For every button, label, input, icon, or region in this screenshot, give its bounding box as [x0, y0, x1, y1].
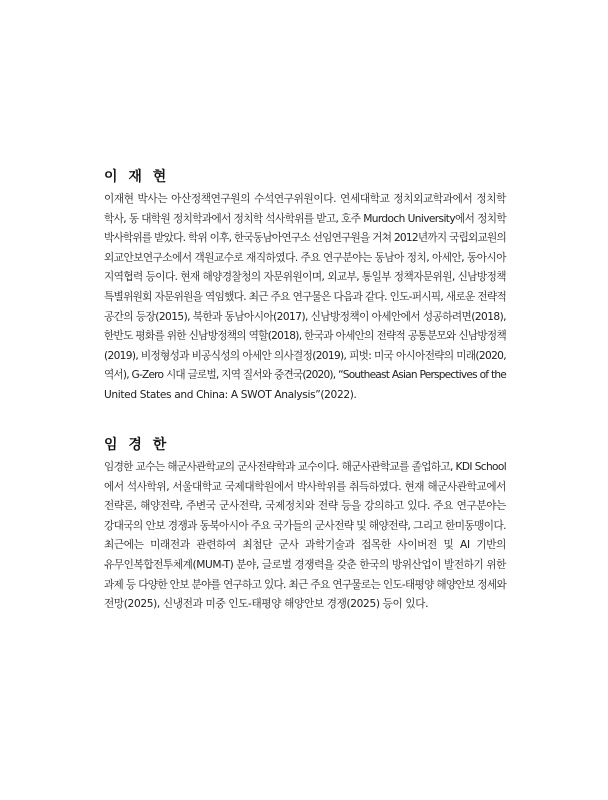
bio-line: (2019), 비정형성과 비공식성의 아세안 의사결정(2019), 피벗: 미국 아시아전략의 미래(2020,: [104, 349, 506, 362]
author-bio-text: [104, 458, 506, 615]
bio-line: 공간의 등장(2015), 북한과 동남아시아(2017), 신남방정책이 아세안에서 성공하려면(2018),: [104, 310, 506, 323]
bio-line: 전략론, 해양전략, 주변국 군사전략, 국제정치와 전략 등을 강의하고 있다. 주요 연구분야는: [104, 500, 506, 513]
author-name: 이 재 현: [104, 169, 170, 185]
bio-line: United States and China: A SWOT Analysis”(2022).: [104, 388, 357, 401]
bio-line: 전망(2025), 신냉전과 미중 인도-태평양 해양안보 경쟁(2025) 등이 있다.: [104, 598, 429, 611]
bio-line: 특별위원회 자문위원을 역임했다. 최근 주요 연구물은 다음과 같다. 인도-퍼시픽, 새로운 전략적: [104, 290, 506, 303]
author-bio-text: [104, 190, 506, 406]
bio-line: 최근에는 미래전과 관련하여 최첨단 군사 과학기술과 접목한 사이버전 및 AI 기반의: [104, 539, 506, 552]
bio-line: 이재현 박사는 아산정책연구원의 수석연구위원이다. 연세대학교 정치외교학과에서 정치학: [104, 193, 506, 205]
bio-line: 강대국의 안보 경쟁과 동북아시아 주요 국가들의 군사전략 및 해양전략, 그리고 한미동맹이다.: [104, 519, 506, 532]
bio-line: 임경한 교수는 해군사관학교의 군사전략학과 교수이다. 해군사관학교를 졸업하고, KDI School: [104, 461, 506, 473]
bio-line: 한반도 평화를 위한 신남방정책의 역할(2018), 한국과 아세안의 전략적 공통분모와 신남방정책: [104, 330, 506, 343]
bio-line: 에서 석사학위, 서울대학교 국제대학원에서 박사학위를 취득하였다. 현재 해군사관학교에서: [104, 480, 506, 493]
bio-line: 박사학위를 받았다. 학위 이후, 한국동남아연구소 선임연구원을 거쳐 2012년까지 국립외교원의: [104, 232, 506, 245]
bio-line: 유무인복합전투체계(MUM-T) 분야, 글로벌 경쟁력을 갖춘 한국의 방위산업이 발전하기 위한: [104, 558, 506, 571]
bio-line: 지역협력 등이다. 현재 해양경찰청의 자문위원이며, 외교부, 통일부 정책자문위원, 신남방정책: [104, 271, 506, 284]
bio-line: 학사, 동 대학원 정치학과에서 정치학 석사학위를 받고, 호주 Murdoch University에서 정치학: [104, 212, 506, 225]
author-bio-lim-kyunghan: [104, 436, 506, 615]
bio-line: 역서), G-Zero 시대 글로벌, 지역 질서와 중견국(2020), “Southeast Asian Perspectives of the: [104, 369, 506, 382]
author-bio-lee-jaehyun: [104, 168, 506, 406]
bio-line: 과제 등 다양한 안보 분야를 연구하고 있다. 최근 주요 연구물로는 인도-태평양 해양안보 정세와: [104, 578, 506, 591]
bio-line: 외교안보연구소에서 객원교수로 재직하였다. 주요 연구분야는 동남아 정치, 아세안, 동아시아: [104, 251, 506, 264]
author-name: 임 경 한: [104, 437, 170, 453]
